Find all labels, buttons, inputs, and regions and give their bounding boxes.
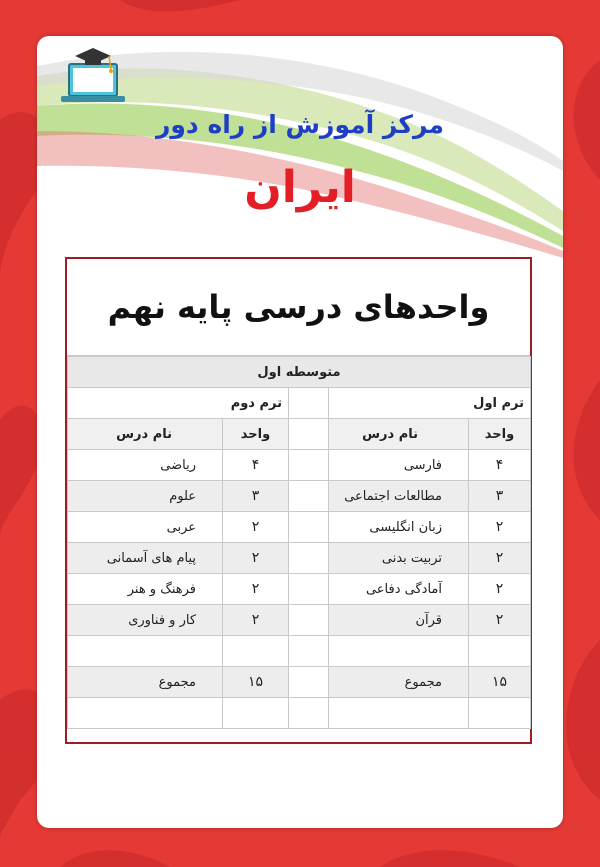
term2-course: فرهنگ و هنر xyxy=(68,574,223,605)
term2-name-header: نام درس xyxy=(68,419,223,450)
empty-row xyxy=(68,636,531,667)
term2-unit: ۲ xyxy=(223,512,289,543)
term2-course: ریاضی xyxy=(68,450,223,481)
spacer-cell xyxy=(289,636,329,667)
table-row xyxy=(68,450,531,481)
term1-name-header: نام درس xyxy=(329,419,469,450)
table-title: واحدهای درسی پایه نهم xyxy=(67,259,530,356)
units-grid xyxy=(67,356,531,729)
term1-total-label: مجموع xyxy=(329,667,469,698)
center-name: مرکز آموزش از راه دور xyxy=(156,110,444,139)
term1-course: آمادگی دفاعی xyxy=(329,574,469,605)
spacer-cell xyxy=(289,605,329,636)
term2-unit: ۲ xyxy=(223,543,289,574)
term1-course: قرآن xyxy=(329,605,469,636)
empty-cell xyxy=(223,636,289,667)
empty-cell xyxy=(329,698,469,729)
term2-unit: ۲ xyxy=(223,574,289,605)
content-card xyxy=(37,36,563,828)
term1-unit: ۲ xyxy=(469,512,531,543)
spacer-cell xyxy=(289,450,329,481)
term2-total-value: ۱۵ xyxy=(223,667,289,698)
term1-label: ترم اول xyxy=(329,388,531,419)
table-row xyxy=(68,512,531,543)
term2-course: پیام های آسمانی xyxy=(68,543,223,574)
empty-cell xyxy=(329,636,469,667)
term2-unit: ۲ xyxy=(223,605,289,636)
term1-total-value: ۱۵ xyxy=(469,667,531,698)
term1-unit: ۲ xyxy=(469,543,531,574)
level-row xyxy=(68,357,531,388)
term1-course: زبان انگلیسی xyxy=(329,512,469,543)
spacer-cell xyxy=(289,481,329,512)
spacer-cell xyxy=(289,512,329,543)
spacer-cell xyxy=(289,543,329,574)
term2-course: علوم xyxy=(68,481,223,512)
empty-cell xyxy=(469,636,531,667)
term2-unit: ۴ xyxy=(223,450,289,481)
table-row xyxy=(68,481,531,512)
term1-unit: ۲ xyxy=(469,605,531,636)
table-row xyxy=(68,574,531,605)
term2-course: عربی xyxy=(68,512,223,543)
total-row xyxy=(68,667,531,698)
graduation-laptop-icon xyxy=(55,44,131,110)
term1-course: مطالعات اجتماعی xyxy=(329,481,469,512)
term1-course: تربیت بدنی xyxy=(329,543,469,574)
term2-course: کار و فناوری xyxy=(68,605,223,636)
spacer-cell xyxy=(289,574,329,605)
empty-cell xyxy=(223,698,289,729)
term-row xyxy=(68,388,531,419)
level-label: متوسطه اول xyxy=(68,357,531,388)
table-row xyxy=(68,543,531,574)
term1-unit: ۳ xyxy=(469,481,531,512)
term2-unit-header: واحد xyxy=(223,419,289,450)
empty-row xyxy=(68,698,531,729)
term2-label: ترم دوم xyxy=(68,388,289,419)
spacer-cell xyxy=(289,419,329,450)
term1-unit-header: واحد xyxy=(469,419,531,450)
empty-cell xyxy=(68,698,223,729)
empty-cell xyxy=(469,698,531,729)
course-units-table xyxy=(65,257,532,744)
column-header-row xyxy=(68,419,531,450)
country-name: ایران xyxy=(244,162,356,213)
empty-cell xyxy=(68,636,223,667)
term1-course: فارسی xyxy=(329,450,469,481)
term2-unit: ۳ xyxy=(223,481,289,512)
table-row xyxy=(68,605,531,636)
spacer-cell xyxy=(289,388,329,419)
term2-total-label: مجموع xyxy=(68,667,223,698)
spacer-cell xyxy=(289,698,329,729)
term1-unit: ۴ xyxy=(469,450,531,481)
term1-unit: ۲ xyxy=(469,574,531,605)
spacer-cell xyxy=(289,667,329,698)
